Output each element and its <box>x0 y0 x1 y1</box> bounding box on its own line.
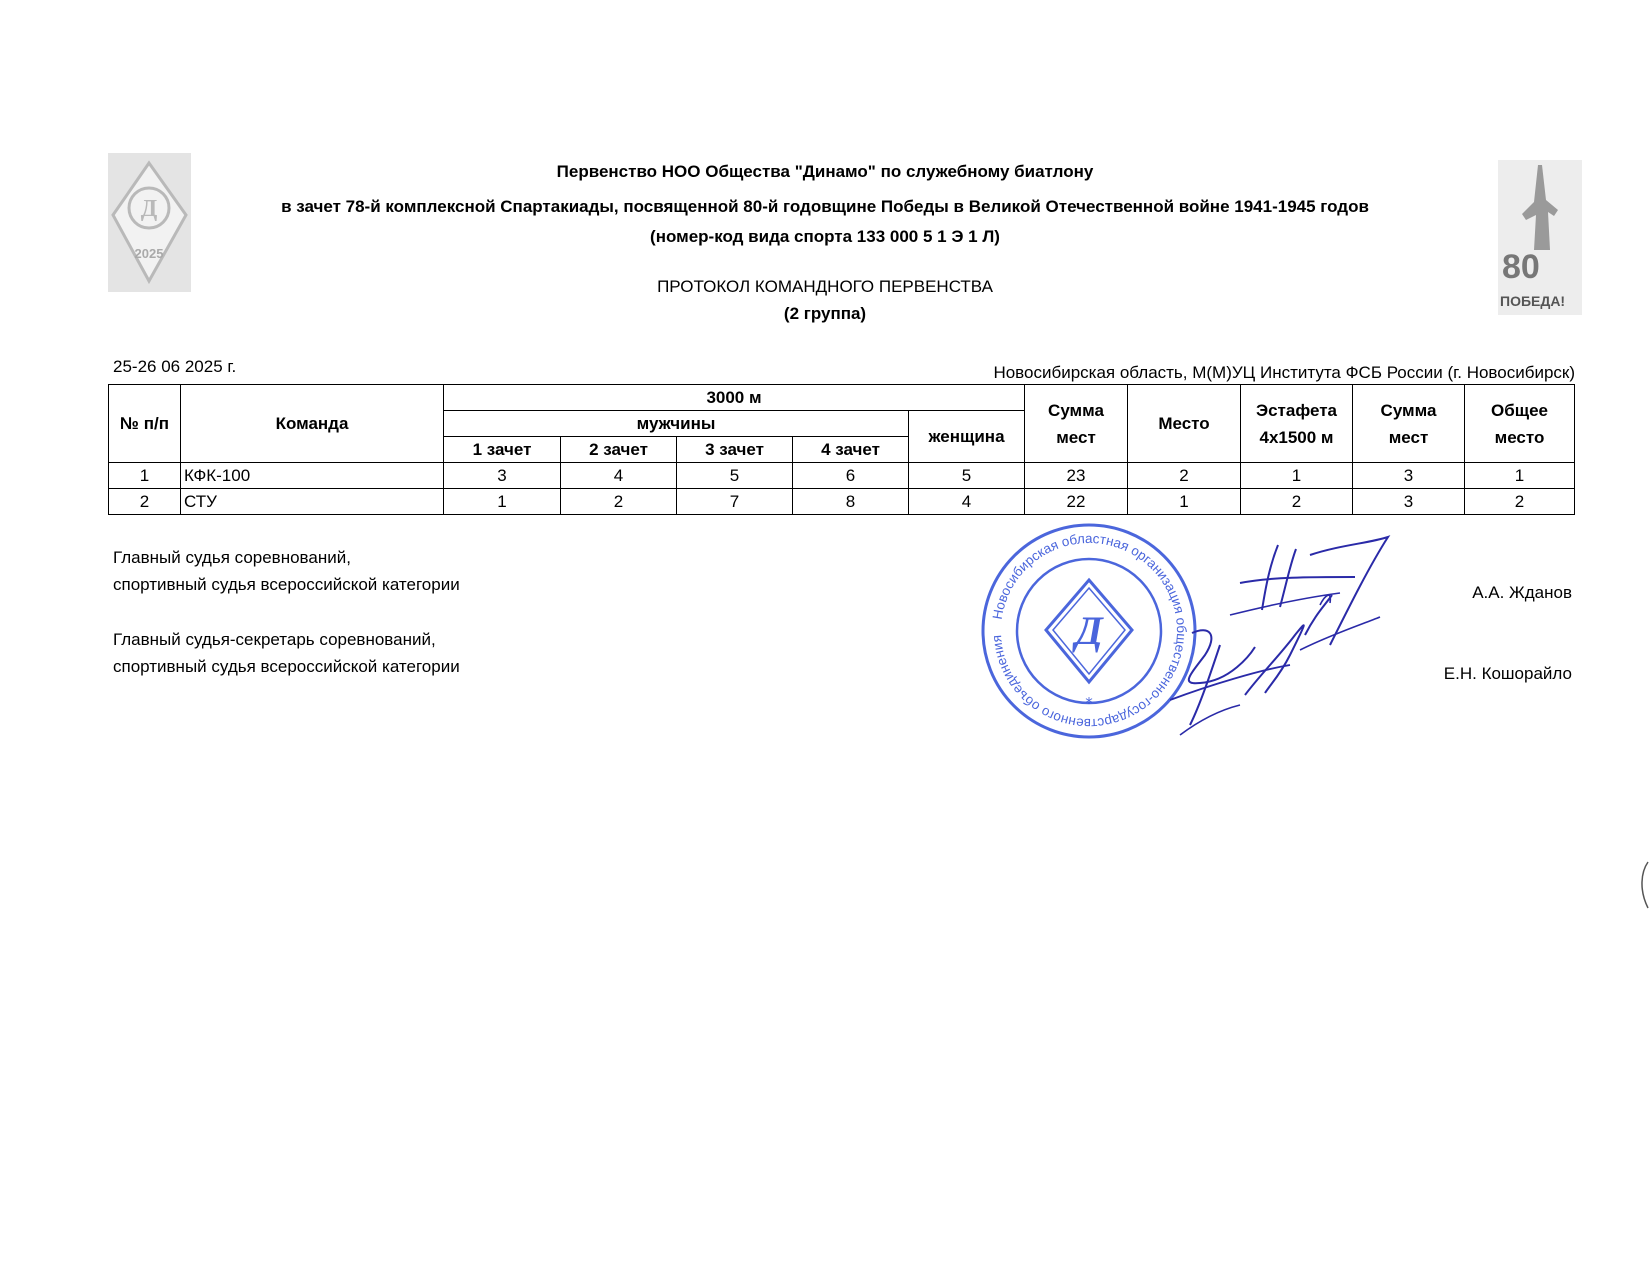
chief-judge-title: Главный судья соревнований, спортивный судья всероссийской категории <box>113 548 460 594</box>
cell-z1: 3 <box>444 463 561 489</box>
cell-num: 2 <box>109 489 181 515</box>
header-relay: Эстафета 4х1500 м <box>1241 385 1353 463</box>
chief-secretary-name: Е.Н. Кошорайло <box>1443 664 1572 683</box>
cell-women: 4 <box>909 489 1025 515</box>
cell-z3: 5 <box>677 463 793 489</box>
handwritten-signatures <box>1170 535 1430 765</box>
cell-team: СТУ <box>181 489 444 515</box>
sport-code: (номер-код вида спорта 133 000 5 1 Э 1 Л) <box>650 227 1000 246</box>
signature-icon <box>1170 535 1430 765</box>
svg-text:Новосибирская областная органи: Новосибирская областная организация общественно-государственного объединения <box>989 530 1190 732</box>
cell-total: 1 <box>1465 463 1575 489</box>
header-place: Место <box>1128 385 1241 463</box>
cell-z4: 8 <box>793 489 909 515</box>
svg-text:2025: 2025 <box>134 246 164 261</box>
svg-text:*: * <box>1085 694 1093 712</box>
header-sum2: Сумма мест <box>1353 385 1465 463</box>
cell-sum2: 3 <box>1353 463 1465 489</box>
title-line-1: Первенство НОО Общества "Динамо" по служебному биатлону <box>556 162 1094 181</box>
group-label: (2 группа) <box>783 304 867 323</box>
header-sum1: Сумма мест <box>1025 385 1128 463</box>
cell-sum1: 22 <box>1025 489 1128 515</box>
cell-relay: 1 <box>1241 463 1353 489</box>
svg-text:ПОБЕДА!: ПОБЕДА! <box>1500 293 1566 309</box>
cell-place: 2 <box>1128 463 1241 489</box>
cell-sum1: 23 <box>1025 463 1128 489</box>
header-z1: 1 зачет <box>444 437 561 463</box>
header-team: Команда <box>181 385 444 463</box>
event-location: Новосибирская область, М(М)УЦ Института ФСБ России (г. Новосибирск) <box>993 363 1575 382</box>
page-edge-mark <box>1637 860 1649 910</box>
cell-z2: 4 <box>561 463 677 489</box>
header-distance: 3000 м <box>444 385 1025 411</box>
table-row <box>109 463 1575 489</box>
header-num: № п/п <box>109 385 181 463</box>
table-row <box>109 489 1575 515</box>
header-z2: 2 зачет <box>561 437 677 463</box>
cell-z4: 6 <box>793 463 909 489</box>
header-men: мужчины <box>444 411 909 437</box>
dynamo-seal-stamp <box>980 522 1198 740</box>
title-line-2: в зачет 78-й комплексной Спартакиады, посвященной 80-й годовщине Победы в Великой Отечественной войне 1941-1945 годов <box>281 197 1369 216</box>
chief-judge-name: А.А. Жданов <box>1472 583 1572 602</box>
header-z4: 4 зачет <box>793 437 909 463</box>
cell-relay: 2 <box>1241 489 1353 515</box>
cell-place: 1 <box>1128 489 1241 515</box>
cell-team: КФК-100 <box>181 463 444 489</box>
chief-secretary-title: Главный судья-секретарь соревнований, спортивный судья всероссийской категории <box>113 630 460 676</box>
cell-z1: 1 <box>444 489 561 515</box>
protocol-title: ПРОТОКОЛ КОМАНДНОГО ПЕРВЕНСТВА <box>657 277 993 296</box>
header-women: женщина <box>909 411 1025 463</box>
header-total: Общее место <box>1465 385 1575 463</box>
cell-sum2: 3 <box>1353 489 1465 515</box>
event-date: 25-26 06 2025 г. <box>113 357 237 376</box>
cell-total: 2 <box>1465 489 1575 515</box>
cell-num: 1 <box>109 463 181 489</box>
svg-text:Д: Д <box>1075 608 1103 653</box>
cell-women: 5 <box>909 463 1025 489</box>
cell-z2: 2 <box>561 489 677 515</box>
cell-z3: 7 <box>677 489 793 515</box>
results-table <box>108 384 1575 515</box>
svg-text:80: 80 <box>1502 248 1540 286</box>
stamp-icon <box>980 522 1198 740</box>
svg-text:Д: Д <box>140 196 158 222</box>
header-z3: 3 зачет <box>677 437 793 463</box>
